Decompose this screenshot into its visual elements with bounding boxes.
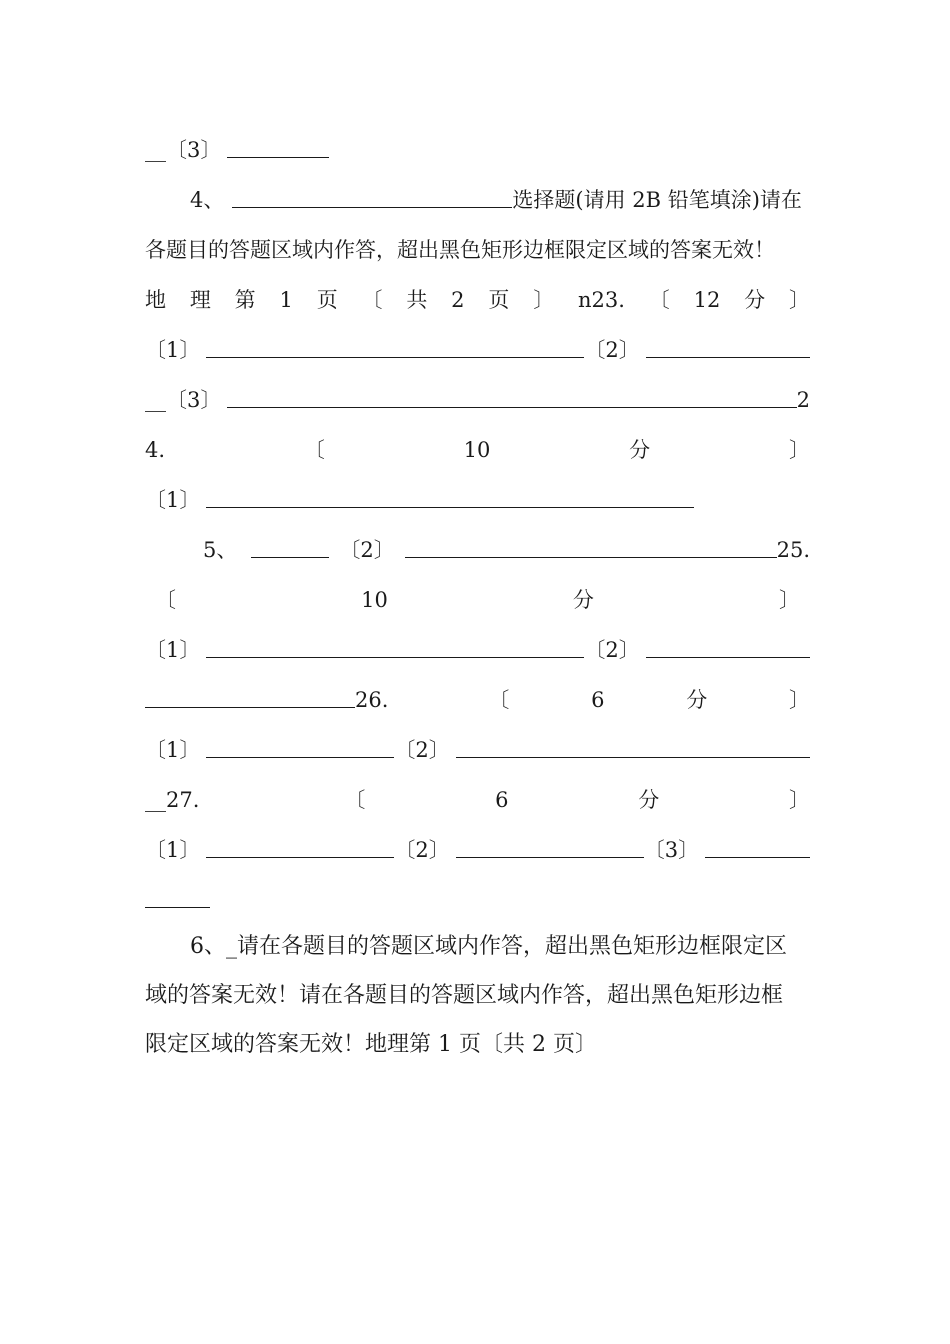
subq-2-label: 〔2〕 [394, 838, 450, 862]
notice-line-3: 限定区域的答案无效！地理第 1 页〔共 2 页〕 [145, 1032, 597, 1057]
token: 〔 [155, 588, 176, 612]
answer-blank[interactable] [456, 737, 810, 758]
subq-2-label: 〔2〕 [584, 638, 640, 662]
answer-blank[interactable] [705, 837, 810, 858]
score-value: 6 [591, 688, 605, 712]
token: 分 [686, 688, 708, 712]
subq-2-label: 〔2〕 [339, 538, 395, 562]
token: 分 [744, 288, 766, 312]
question-number: __27. [145, 788, 200, 812]
answer-blank[interactable] [251, 537, 329, 558]
score-value: 12 [693, 288, 721, 312]
item-number: 5、 [203, 538, 238, 562]
row-page-footer-q23 [145, 280, 810, 314]
token: 〕 [788, 688, 810, 712]
token: 〕 [788, 788, 810, 812]
token: 共 [406, 288, 428, 312]
subq-3-label: 〔3〕 [166, 138, 222, 162]
row-q23-sub3 [145, 380, 810, 414]
subq-2-label: 〔2〕 [394, 738, 450, 762]
answer-blank[interactable] [206, 637, 584, 658]
score-value: 10 [361, 588, 388, 612]
row-q5-q25 [203, 530, 810, 564]
token: 分 [629, 438, 651, 462]
answer-blank[interactable] [232, 187, 512, 208]
notice-paragraph [145, 922, 810, 1069]
section-instruction: 选择题(请用 2B 铅笔填涂)请在 [512, 188, 802, 212]
row-q23-sub1-2 [145, 330, 810, 364]
underscore-prefix: __ [145, 388, 166, 412]
row-q4-header [190, 180, 810, 214]
row-blank-continuation [145, 880, 810, 914]
row-q26-sub1-2 [145, 730, 810, 764]
answer-blank[interactable] [227, 387, 796, 408]
subq-1-label: 〔1〕 [145, 838, 201, 862]
token: 〕 [533, 288, 555, 312]
token: 〔 [648, 288, 670, 312]
notice-line-1: 6、_请在各题目的答题区域内作答，超出黑色矩形边框限定区 [190, 934, 787, 959]
row-notice [145, 230, 810, 264]
score-value: 6 [495, 788, 509, 812]
token: 页 [488, 288, 510, 312]
token: 〕 [789, 288, 810, 312]
row-q3-tail [145, 130, 810, 164]
answer-blank[interactable] [145, 887, 210, 908]
token: 地 [145, 288, 166, 312]
answer-blank[interactable] [227, 137, 329, 158]
question-number-part: 2 [796, 388, 810, 412]
question-number: 25. [776, 538, 810, 562]
row-q27-header [145, 780, 810, 814]
row-q25-sub1-2 [145, 630, 810, 664]
answer-blank[interactable] [405, 537, 777, 558]
answer-blank[interactable] [646, 337, 810, 358]
score-value: 10 [463, 438, 491, 462]
token: 〔 [488, 688, 510, 712]
row-q25-score [155, 580, 800, 614]
token: 〔 [361, 288, 383, 312]
token: 〔 [303, 438, 325, 462]
token: 〕 [778, 588, 800, 612]
row-q24-header [145, 430, 810, 464]
token: 1 [279, 288, 293, 312]
subq-1-label: 〔1〕 [145, 738, 201, 762]
answer-blank[interactable] [646, 637, 810, 658]
answer-blank[interactable] [456, 837, 644, 858]
answer-blank[interactable] [206, 487, 694, 508]
subq-1-label: 〔1〕 [145, 638, 201, 662]
subq-2-label: 〔2〕 [584, 338, 640, 362]
token: 〕 [788, 438, 810, 462]
underscore-prefix: __ [145, 138, 166, 162]
token: 分 [572, 588, 594, 612]
token: 〔 [344, 788, 366, 812]
token: 理 [189, 288, 211, 312]
answer-blank[interactable] [145, 687, 355, 708]
token: 页 [316, 288, 338, 312]
row-q26-header [145, 680, 810, 714]
answer-blank[interactable] [206, 337, 584, 358]
question-number: 26. [355, 688, 389, 712]
row-q24-sub1 [145, 480, 810, 514]
notice-line-2: 域的答案无效！请在各题目的答题区域内作答，超出黑色矩形边框 [145, 983, 784, 1008]
subq-3-label: 〔3〕 [166, 388, 222, 412]
row-q27-sub1-3 [145, 830, 810, 864]
notice-text: 各题目的答题区域内作答，超出黑色矩形边框限定区域的答案无效！ [145, 238, 775, 262]
answer-blank[interactable] [206, 837, 394, 858]
token: 2 [451, 288, 465, 312]
item-number: 4、 [190, 188, 225, 212]
question-number: n23. [578, 288, 625, 312]
token: 第 [234, 288, 256, 312]
answer-blank[interactable] [206, 737, 394, 758]
token: 分 [638, 788, 660, 812]
subq-1-label: 〔1〕 [145, 338, 201, 362]
subq-3-label: 〔3〕 [643, 838, 700, 862]
question-number-part: 4. [145, 438, 166, 462]
subq-1-label: 〔1〕 [145, 488, 201, 512]
